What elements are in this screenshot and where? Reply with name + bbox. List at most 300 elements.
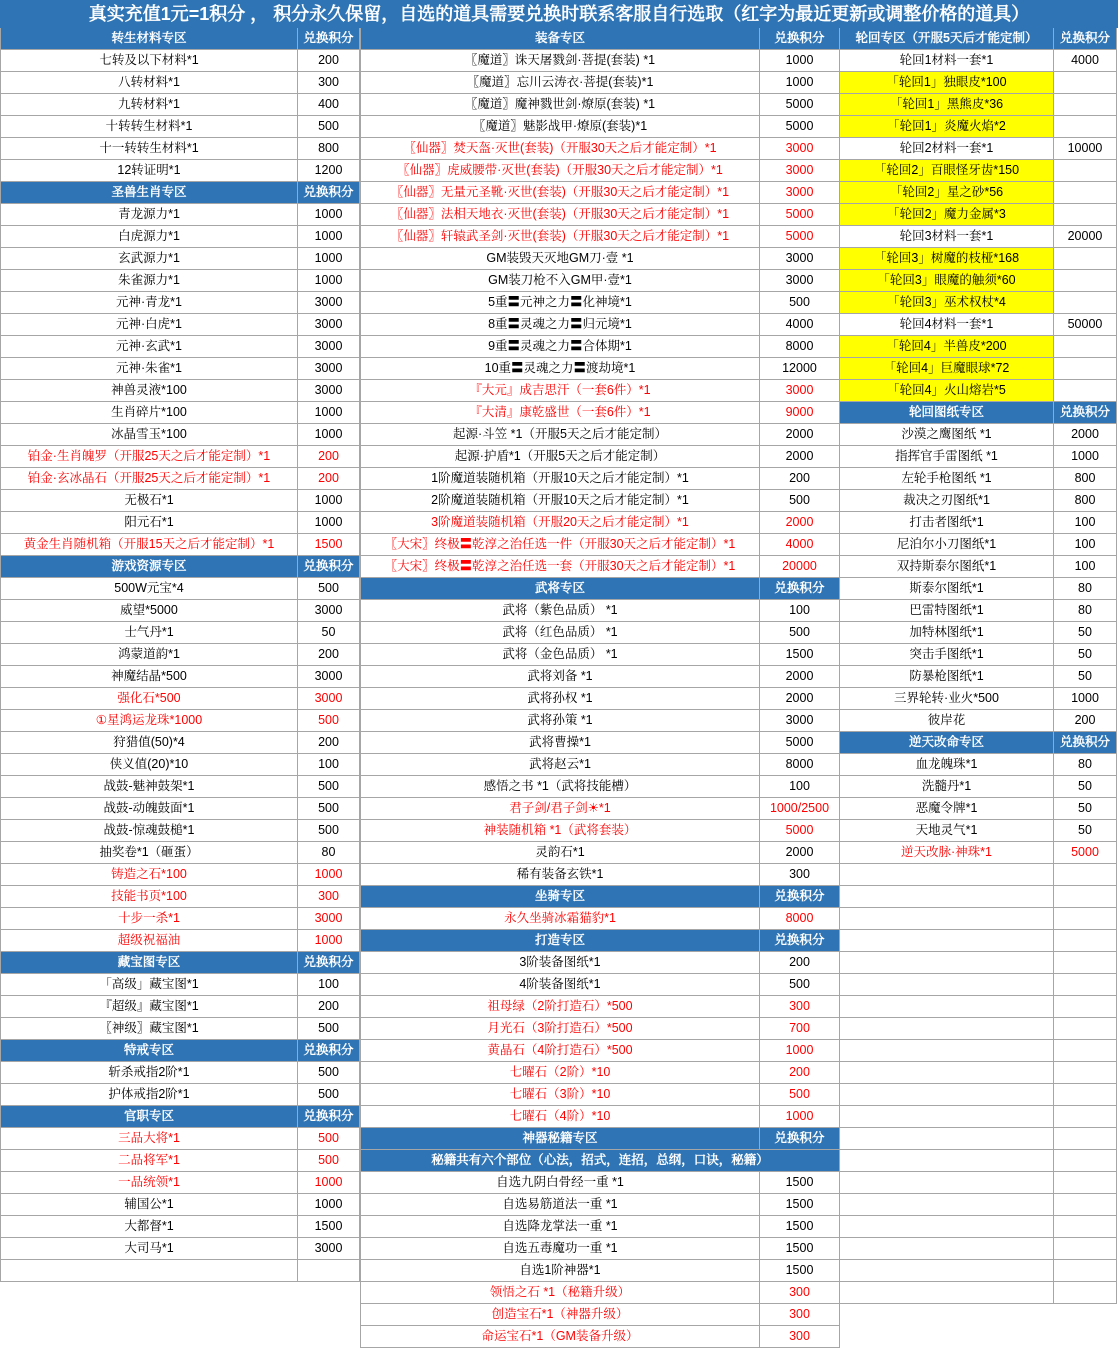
points-column-header: 兑换积分 [760,930,840,951]
item-name-cell: 『超级』藏宝图*1 [0,996,298,1017]
table-row [839,820,1117,842]
table-row [0,996,360,1018]
points-value-cell [298,1260,360,1281]
points-value-cell: 500 [760,490,840,511]
points-value-cell: 1000 [298,270,360,291]
table-row [839,1062,1117,1084]
item-name-cell: 武将（金色品质） *1 [360,644,760,665]
points-value-cell: 3000 [760,270,840,291]
table-row [0,710,360,732]
points-value-cell: 2000 [1054,424,1117,445]
item-name-cell: 〖大宋〗终极〓乾淳之治任选一件（开服30天之后才能定制）*1 [360,534,760,555]
item-name-cell [839,1282,1054,1303]
item-name-cell [839,1150,1054,1171]
table-row [360,1106,840,1128]
points-value-cell [1054,996,1117,1017]
item-name-cell: 「轮回3」树魔的枝桠*168 [839,248,1054,269]
points-column-header: 兑换积分 [1054,402,1117,423]
points-value-cell [1054,248,1117,269]
points-value-cell: 1000 [760,72,840,93]
points-value-cell: 1000 [760,50,840,71]
points-value-cell: 80 [1054,754,1117,775]
points-value-cell [1054,974,1117,995]
points-value-cell [1054,380,1117,401]
points-value-cell: 200 [298,644,360,665]
table-row [360,1062,840,1084]
table-row [360,996,840,1018]
item-name-cell: 九转材料*1 [0,94,298,115]
table-row [0,1150,360,1172]
item-name-cell: 尼泊尔小刀图纸*1 [839,534,1054,555]
table-row [0,138,360,160]
item-name-cell: 『大元』成吉思汗（一套6件）*1 [360,380,760,401]
table-row [0,1238,360,1260]
item-name-cell: 士气丹*1 [0,622,298,643]
table-row [839,226,1117,248]
table-row [360,974,840,996]
points-value-cell: 1000 [298,1194,360,1215]
item-name-cell: 鸿蒙道韵*1 [0,644,298,665]
table-row [0,50,360,72]
item-name-cell: 感悟之书 *1（武将技能槽） [360,776,760,797]
table-row [360,622,840,644]
section-header-row [0,952,360,974]
points-value-cell: 100 [1054,534,1117,555]
points-value-cell: 3000 [298,1238,360,1259]
table-row [0,446,360,468]
item-name-cell: 「轮回2」星之砂*56 [839,182,1054,203]
table-row [839,1150,1117,1172]
points-value-cell: 5000 [760,94,840,115]
item-name-cell: 血龙魄珠*1 [839,754,1054,775]
item-name-cell [0,1260,298,1281]
item-name-cell: 抽奖卷*1（砸蛋） [0,842,298,863]
item-name-cell: 500W元宝*4 [0,578,298,599]
item-name-cell: 神兽灵液*100 [0,380,298,401]
points-value-cell: 1500 [760,1260,840,1281]
points-value-cell: 8000 [760,754,840,775]
table-row [360,1282,840,1304]
points-value-cell: 1000 [760,1040,840,1061]
item-name-cell: 「轮回1」黑熊皮*36 [839,94,1054,115]
points-value-cell: 1000/2500 [760,798,840,819]
points-value-cell: 100 [298,754,360,775]
points-value-cell: 1000 [298,490,360,511]
item-name-cell [839,864,1054,885]
table-row [0,490,360,512]
points-value-cell [1054,1018,1117,1039]
table-row [0,666,360,688]
points-value-cell: 5000 [760,116,840,137]
points-value-cell: 50 [1054,666,1117,687]
table-row [360,732,840,754]
item-name-cell [839,1194,1054,1215]
item-name-cell: 战鼓-惊魂鼓槌*1 [0,820,298,841]
points-value-cell: 1000 [298,930,360,951]
table-row [360,600,840,622]
points-value-cell: 3000 [760,248,840,269]
item-name-cell: 斩杀戒指2阶*1 [0,1062,298,1083]
item-name-cell: 起源·斗笠 *1（开服5天之后才能定制） [360,424,760,445]
item-name-cell: 青龙源力*1 [0,204,298,225]
points-value-cell: 5000 [760,732,840,753]
item-name-cell: 轮回1材料一套*1 [839,50,1054,71]
item-name-cell: 神装随机箱 *1（武将套装） [360,820,760,841]
item-name-cell: 10重〓灵魂之力〓渡劫境*1 [360,358,760,379]
item-name-cell [839,908,1054,929]
section-header-row [839,402,1117,424]
points-value-cell: 3000 [298,336,360,357]
points-value-cell: 80 [1054,600,1117,621]
section-header-title: 藏宝图专区 [0,952,298,973]
item-name-cell: 侠义值(20)*10 [0,754,298,775]
item-name-cell: 12转证明*1 [0,160,298,181]
table-row [360,1040,840,1062]
item-name-cell: GM装刀枪不入GM甲·壹*1 [360,270,760,291]
item-name-cell: 〖魔道〗魔神戮世剑·燎原(套装) *1 [360,94,760,115]
table-row [360,402,840,424]
points-value-cell: 4000 [760,314,840,335]
points-column-header: 兑换积分 [760,578,840,599]
points-value-cell [1054,1084,1117,1105]
item-name-cell: 「轮回1」独眼皮*100 [839,72,1054,93]
table-row [0,974,360,996]
section-header-row [360,1150,840,1172]
table-row [839,952,1117,974]
item-name-cell: 武将（红色品质） *1 [360,622,760,643]
table-row [839,710,1117,732]
table-row [360,864,840,886]
item-name-cell: 白虎源力*1 [0,226,298,247]
item-name-cell: 七转及以下材料*1 [0,50,298,71]
points-value-cell: 100 [1054,556,1117,577]
table-row [839,446,1117,468]
section-header-title: 坐骑专区 [360,886,760,907]
item-name-cell: 十一转转生材料*1 [0,138,298,159]
section-header-title: 官职专区 [0,1106,298,1127]
item-name-cell: 月光石（3阶打造石）*500 [360,1018,760,1039]
points-value-cell: 200 [298,468,360,489]
item-name-cell: 「高级」藏宝图*1 [0,974,298,995]
table-row [839,600,1117,622]
item-name-cell [839,1040,1054,1061]
table-row [360,138,840,160]
points-value-cell: 200 [1054,710,1117,731]
table-row [839,1172,1117,1194]
table-row [839,688,1117,710]
section-header-row [360,930,840,952]
points-value-cell: 1500 [760,1194,840,1215]
points-value-cell [1054,1106,1117,1127]
table-row [0,292,360,314]
item-name-cell: 君子剑/君子剑☀*1 [360,798,760,819]
item-name-cell: 二品将军*1 [0,1150,298,1171]
table-row [839,182,1117,204]
points-value-cell: 1500 [760,644,840,665]
item-name-cell: 2阶魔道装随机箱（开服10天之后才能定制）*1 [360,490,760,511]
points-value-cell: 1000 [1054,688,1117,709]
item-name-cell: 〖仙器〗焚天盔·灭世(套装)（开服30天之后才能定制）*1 [360,138,760,159]
item-name-cell: 三品大将*1 [0,1128,298,1149]
item-name-cell: 双持斯泰尔图纸*1 [839,556,1054,577]
points-column-header: 兑换积分 [298,182,360,203]
points-value-cell: 200 [298,732,360,753]
item-name-cell: 大司马*1 [0,1238,298,1259]
points-value-cell: 300 [298,72,360,93]
points-value-cell: 3000 [298,380,360,401]
table-row [360,116,840,138]
table-row [360,468,840,490]
item-name-cell: 大都督*1 [0,1216,298,1237]
points-value-cell: 5000 [760,820,840,841]
section-header-row [0,556,360,578]
table-row [360,1216,840,1238]
points-value-cell [1054,160,1117,181]
item-name-cell [839,930,1054,951]
table-row [0,1084,360,1106]
section-header-title: 逆天改命专区 [839,732,1054,753]
item-name-cell: 天地灵气*1 [839,820,1054,841]
item-name-cell: 『大清』康乾盛世（一套6件）*1 [360,402,760,423]
item-name-cell: 元神·青龙*1 [0,292,298,313]
table-row [0,754,360,776]
item-name-cell: 「轮回3」巫术权杖*4 [839,292,1054,313]
points-value-cell: 3000 [298,688,360,709]
item-name-cell: 十转转生材料*1 [0,116,298,137]
table-row [839,578,1117,600]
points-value-cell [1054,94,1117,115]
table-row [839,754,1117,776]
points-value-cell: 8000 [760,908,840,929]
table-row [360,424,840,446]
item-name-cell: 〖魔道〗魅影战甲·燎原(套装)*1 [360,116,760,137]
item-name-cell: 生肖碎片*100 [0,402,298,423]
item-name-cell [839,1018,1054,1039]
item-name-cell: 黄金生肖随机箱（开服15天之后才能定制）*1 [0,534,298,555]
points-value-cell: 5000 [1054,842,1117,863]
table-row [0,886,360,908]
points-column-header: 兑换积分 [760,1128,840,1149]
item-name-cell: 自选易筋道法一重 *1 [360,1194,760,1215]
item-name-cell: 〖仙器〗无量元圣靴·灭世(套装)（开服30天之后才能定制）*1 [360,182,760,203]
points-value-cell: 800 [298,138,360,159]
item-name-cell: 「轮回3」眼魔的触须*60 [839,270,1054,291]
points-value-cell: 9000 [760,402,840,423]
points-value-cell: 5000 [760,204,840,225]
table-row [839,50,1117,72]
item-name-cell: 黄晶石（4阶打造石）*500 [360,1040,760,1061]
points-value-cell [1054,886,1117,907]
section-header-row [0,182,360,204]
points-value-cell: 50 [298,622,360,643]
table-row [839,424,1117,446]
table-row [0,1062,360,1084]
table-row [360,798,840,820]
item-name-cell: 自选九阴白骨经一重 *1 [360,1172,760,1193]
points-column-header: 兑换积分 [1054,732,1117,753]
table-row [360,380,840,402]
item-name-cell: 领悟之石 *1（秘籍升级） [360,1282,760,1303]
table-row [839,270,1117,292]
column-right-section-group [839,28,1117,1304]
item-name-cell [839,952,1054,973]
table-row [839,1260,1117,1282]
points-column-header: 兑换积分 [1054,28,1117,49]
table-row [839,1216,1117,1238]
item-name-cell [839,886,1054,907]
points-value-cell: 300 [760,1304,840,1325]
table-row [839,842,1117,864]
points-column-header: 兑换积分 [760,886,840,907]
points-value-cell [1054,952,1117,973]
section-header-row [839,28,1117,50]
points-value-cell: 1000 [298,226,360,247]
item-name-cell: 朱雀源力*1 [0,270,298,291]
points-column-header: 兑换积分 [298,1040,360,1061]
table-row [839,336,1117,358]
item-name-cell: 〖神级〗藏宝图*1 [0,1018,298,1039]
points-value-cell: 300 [760,1326,840,1347]
points-value-cell: 1500 [760,1172,840,1193]
points-value-cell: 1000 [298,1172,360,1193]
table-row [360,292,840,314]
points-value-cell: 3000 [760,160,840,181]
item-name-cell: 战鼓-魅神鼓架*1 [0,776,298,797]
table-row [0,644,360,666]
table-row [839,644,1117,666]
points-value-cell: 500 [298,798,360,819]
points-value-cell: 100 [298,974,360,995]
table-row [0,930,360,952]
points-value-cell: 80 [1054,578,1117,599]
points-value-cell: 20000 [760,556,840,577]
points-value-cell: 1500 [760,1216,840,1237]
item-name-cell: 七曜石（4阶）*10 [360,1106,760,1127]
points-value-cell: 4000 [760,534,840,555]
points-value-cell: 4000 [1054,50,1117,71]
item-name-cell: 巴雷特图纸*1 [839,600,1054,621]
item-name-cell: 〖魔道〗忘川云涛衣·菩提(套装)*1 [360,72,760,93]
table-row [839,1018,1117,1040]
item-name-cell: 超级祝福油 [0,930,298,951]
item-name-cell: 打击者图纸*1 [839,512,1054,533]
table-row [839,556,1117,578]
points-value-cell: 500 [298,1062,360,1083]
table-row [360,490,840,512]
section-header-title: 装备专区 [360,28,760,49]
points-value-cell: 5000 [760,226,840,247]
table-row [360,94,840,116]
points-value-cell: 300 [298,886,360,907]
section-header-title: 游戏资源专区 [0,556,298,577]
section-header-title: 圣兽生肖专区 [0,182,298,203]
section-header-row [360,578,840,600]
table-row [839,666,1117,688]
points-value-cell: 200 [760,468,840,489]
points-value-cell: 50000 [1054,314,1117,335]
table-row [0,226,360,248]
points-value-cell: 2000 [760,446,840,467]
table-row [0,358,360,380]
item-name-cell: 沙漠之鹰图纸 *1 [839,424,1054,445]
points-value-cell [1054,270,1117,291]
points-value-cell [1054,336,1117,357]
points-column-header: 兑换积分 [298,556,360,577]
section-header-row [0,1106,360,1128]
points-value-cell: 1000 [298,248,360,269]
points-value-cell: 500 [760,292,840,313]
points-value-cell: 1200 [298,160,360,181]
table-row [360,534,840,556]
item-name-cell: 轮回3材料一套*1 [839,226,1054,247]
table-row [360,270,840,292]
table-row [360,644,840,666]
points-value-cell: 1000 [1054,446,1117,467]
item-name-cell: 祖母绿（2阶打造石）*500 [360,996,760,1017]
points-value-cell: 50 [1054,776,1117,797]
points-value-cell [1054,1282,1117,1303]
table-row [360,204,840,226]
points-value-cell: 500 [760,974,840,995]
table-row [839,622,1117,644]
table-row [0,1260,360,1282]
points-value-cell: 500 [298,710,360,731]
table-row [360,160,840,182]
points-value-cell [1054,204,1117,225]
table-row [839,1106,1117,1128]
points-value-cell [1054,1128,1117,1149]
table-row [360,1018,840,1040]
table-row [0,842,360,864]
table-row [839,204,1117,226]
item-name-cell: 武将刘备 *1 [360,666,760,687]
item-name-cell: 狩猎值(50)*4 [0,732,298,753]
table-row [839,776,1117,798]
item-name-cell: 自选降龙掌法一重 *1 [360,1216,760,1237]
table-row [839,996,1117,1018]
points-value-cell: 3000 [298,600,360,621]
item-name-cell: 铸造之石*100 [0,864,298,885]
table-row [360,1172,840,1194]
table-row [839,1282,1117,1304]
item-name-cell: 〖仙器〗法相天地衣·灭世(套装)（开服30天之后才能定制）*1 [360,204,760,225]
points-value-cell [1054,292,1117,313]
table-row [360,952,840,974]
points-value-cell [1054,1260,1117,1281]
item-name-cell: GM装毁天灭地GM刀·壹 *1 [360,248,760,269]
table-row [839,116,1117,138]
points-value-cell [1054,1040,1117,1061]
points-value-cell: 1000 [298,402,360,423]
item-name-cell: 3阶魔道装随机箱（开服20天之后才能定制）*1 [360,512,760,533]
points-value-cell: 50 [1054,622,1117,643]
section-header-title: 轮回图纸专区 [839,402,1054,423]
points-value-cell: 500 [298,1084,360,1105]
points-value-cell [1054,1194,1117,1215]
table-row [839,534,1117,556]
item-name-cell: 护体戒指2阶*1 [0,1084,298,1105]
item-name-cell: 轮回2材料一套*1 [839,138,1054,159]
table-row [360,446,840,468]
points-value-cell: 1500 [298,1216,360,1237]
points-value-cell: 500 [298,776,360,797]
points-column-header: 兑换积分 [298,952,360,973]
points-value-cell: 200 [298,996,360,1017]
item-name-cell: 一品统领*1 [0,1172,298,1193]
item-name-cell: 铂金·玄冰晶石（开服25天之后才能定制）*1 [0,468,298,489]
points-value-cell: 2000 [760,842,840,863]
table-row [360,248,840,270]
